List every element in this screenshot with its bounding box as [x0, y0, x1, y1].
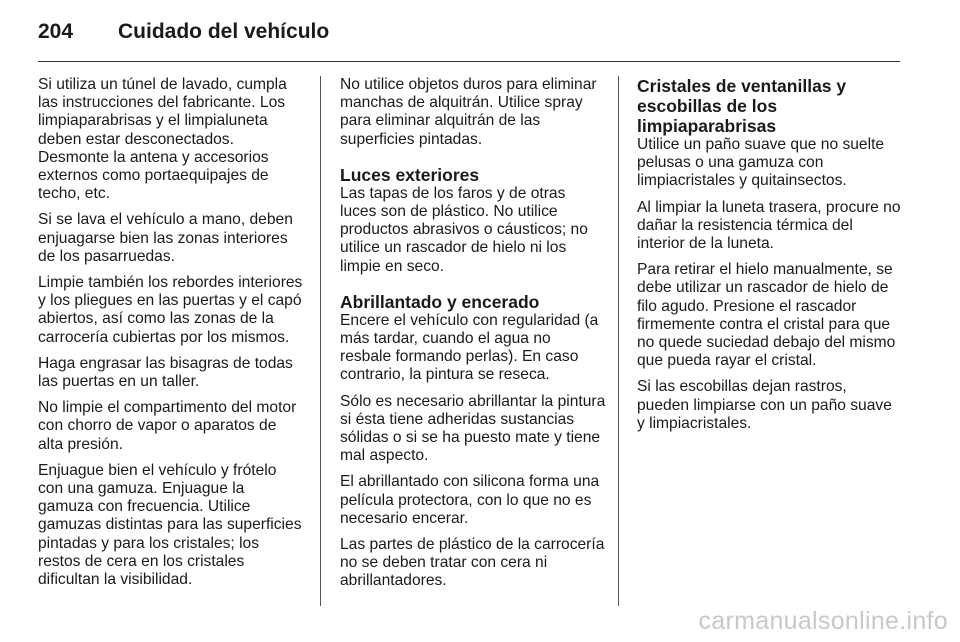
- paragraph: Si utiliza un túnel de lavado, cumpla las instrucciones del fabricante. Los limpiaparabrisas y el limpialuneta deben estar desconectados. Desmonte la antena y accesorios externos como portaequipajes de techo, etc.: [38, 76, 287, 203]
- column-divider: [618, 76, 619, 606]
- paragraph: No limpie el compartimento del motor con chorro de vapor o aparatos de alta presión.: [38, 399, 297, 453]
- section-heading: Cristales de ventanillas y escobillas de los limpiaparabrisas: [637, 76, 847, 136]
- page-header: [38, 12, 329, 52]
- column-divider: [320, 76, 321, 606]
- paragraph: Limpie también los rebordes interiores y los pliegues en las puertas y el capó abiertos, así como las zonas de la carrocería cubiertas por los mismos.: [38, 274, 303, 346]
- paragraph: El abrillantado con silicona forma una película protectora, con lo que no es necesario encerar.: [340, 473, 600, 527]
- paragraph: Para retirar el hielo manualmente, se debe utilizar un rascador de hielo de filo agudo. Presione el rascador firmemente contra el cristal para que no quede suciedad debajo del mismo que pueda rayar el cristal.: [637, 261, 896, 370]
- column-3: [637, 76, 903, 441]
- paragraph: Haga engrasar las bisagras de todas las puertas en un taller.: [38, 354, 293, 391]
- paragraph: Al limpiar la luneta trasera, procure no dañar la resistencia térmica del interior de la luneta.: [637, 198, 901, 253]
- paragraph: Las tapas de los faros y de otras luces son de plástico. No utilice productos abrasivos o cáusticos; no utilice un rascador de hielo ni los limpie en seco.: [340, 184, 588, 275]
- paragraph: Sólo es necesario abrillantar la pintura si ésta tiene adheridas sustancias sólidas o si se ha puesto mate y tiene mal aspecto.: [340, 392, 606, 465]
- paragraph: Enjuague bien el vehículo y frótelo con una gamuza. Enjuague la gamuza con frecuencia. Utilice gamuzas distintas para las superficies pintadas y para los cristales; los restos de cera en los cristales dificultan la visibilidad.: [38, 461, 302, 589]
- section-luces-exteriores: [340, 165, 606, 276]
- paragraph: Las partes de plástico de la carrocería no se deben tratar con cera ni abrillantadores.: [340, 536, 605, 590]
- column-2: [340, 76, 606, 599]
- section-abrillantado: [340, 292, 606, 591]
- section-heading: Luces exteriores: [340, 164, 480, 185]
- watermark: carmanualsonline.info: [698, 607, 948, 635]
- paragraph: Encere el vehículo con regularidad (a más tardar, cuando el agua no resbale formando perlas). En caso contrario, la pintura se reseca.: [340, 311, 599, 384]
- paragraph: Si se lava el vehículo a mano, deben enjuagarse bien las zonas interiores de los pasarruedas.: [38, 211, 293, 265]
- paragraph: Utilice un paño suave que no suelte pelusas o una gamuza con limpiacristales y quitainsectos.: [637, 136, 885, 190]
- page-title: Cuidado del vehículo: [118, 20, 330, 43]
- column-1: [38, 76, 304, 597]
- header-rule: [38, 61, 900, 62]
- section-heading: Abrillantado y encerado: [340, 291, 540, 312]
- paragraph: No utilice objetos duros para eliminar manchas de alquitrán. Utilice spray para eliminar alquitrán de las superficies pintadas.: [340, 76, 597, 148]
- paragraph: Si las escobillas dejan rastros, pueden limpiarse con un paño suave y limpiacristales.: [637, 378, 892, 432]
- page-number: 204: [38, 20, 74, 43]
